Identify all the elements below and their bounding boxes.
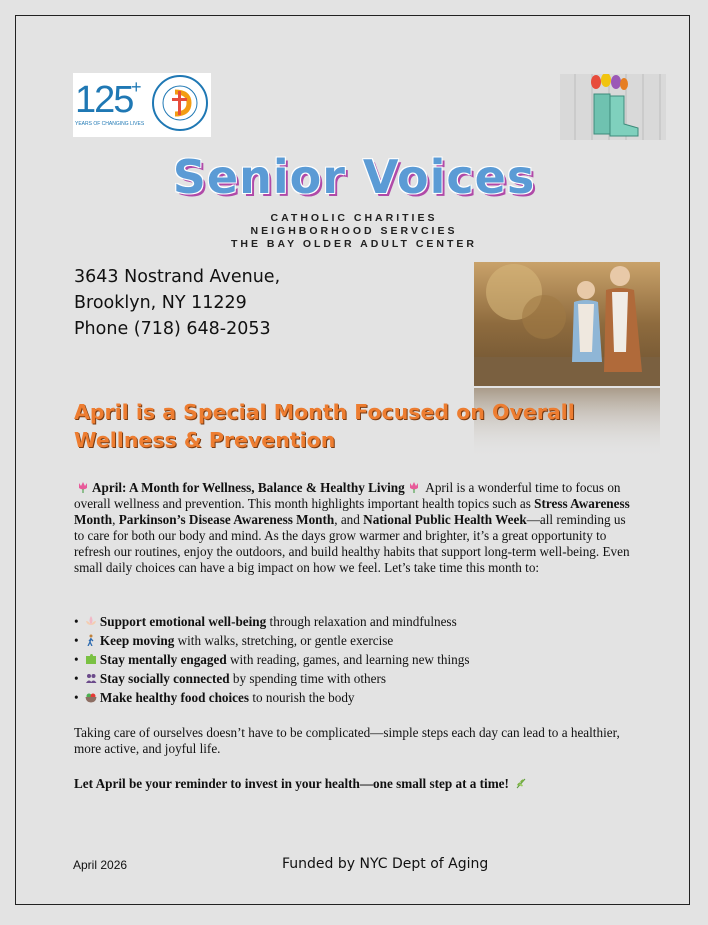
- senior-couple-photo: [474, 262, 660, 386]
- org-line-3: THE BAY OLDER ADULT CENTER: [230, 238, 477, 250]
- list-item: • Support emotional well-being through relaxation and mindfulness: [74, 614, 457, 629]
- headline: April is a Special Month Focused on Overall Wellness & Prevention: [74, 400, 575, 452]
- list-item: • Stay mentally engaged with reading, games, and learning new things: [74, 652, 470, 667]
- page-frame: [15, 15, 690, 905]
- bullet-bold: Support emotional well-being: [99, 614, 267, 629]
- intro-bold-2: Parkinson’s Disease Awareness Month: [118, 512, 335, 527]
- address-phone: Phone (718) 648-2053: [74, 319, 271, 339]
- catholic-charities-seal-icon: [151, 74, 209, 132]
- puzzle-icon: [85, 653, 97, 665]
- reminder-paragraph: [74, 776, 634, 792]
- intro-bold-1: Stress Awareness Month: [74, 496, 630, 527]
- intro-text-1: April is a wonderful time to focus on overall wellness and prevention. This month highlights important health topics such as: [74, 480, 621, 511]
- address-block: [74, 264, 280, 342]
- closing-paragraph: Taking care of ourselves doesn’t have to be complicated—simple steps each day can lead to a healthier, more active, and joyful life.: [74, 725, 620, 756]
- logo-number: 125: [75, 79, 133, 121]
- bullet-bold: Keep moving: [99, 633, 175, 648]
- intro-text-4: —all reminding us to care for both our body and mind. As the days grow warmer and brighter, it’s a great opportunity to refresh our routines, enjoy the outdoors, and build healthy habits that support long-term well-being. Even small daily choices can have a big impact on how we feel. Let’s take time this month to:: [74, 512, 630, 575]
- lotus-icon: [85, 615, 97, 627]
- list-item: • Keep moving with walks, stretching, or gentle exercise: [74, 633, 394, 648]
- address-street: 3643 Nostrand Avenue,: [74, 267, 281, 287]
- bullet-text: to nourish the body: [249, 690, 355, 705]
- list-item: • Make healthy food choices to nourish the body: [74, 690, 355, 705]
- footer-date: April 2026: [73, 858, 128, 872]
- bullet-text: with reading, games, and learning new things: [226, 652, 470, 667]
- list-item: • Stay socially connected by spending time with others: [74, 671, 386, 686]
- salad-icon: [85, 691, 97, 703]
- reminder-text: Let April be your reminder to invest in your health—one small step at a time!: [74, 776, 509, 791]
- intro-text-3: , and: [334, 512, 364, 527]
- catholic-charities-125-logo: [73, 73, 211, 137]
- intro-text-2: ,: [112, 512, 119, 527]
- herb-icon: [515, 777, 527, 789]
- newsletter-title: Senior Voices: [172, 150, 536, 204]
- tulip-icon: [408, 481, 420, 493]
- intro-bold-3: National Public Health Week: [363, 512, 527, 527]
- intro-title: April: A Month for Wellness, Balance & Healthy Living: [92, 480, 405, 495]
- bullet-bold: Stay socially connected: [99, 671, 230, 686]
- org-line-1: CATHOLIC CHARITIES: [270, 212, 438, 224]
- bullet-bold: Make healthy food choices: [99, 690, 250, 705]
- people-icon: [85, 672, 97, 684]
- rain-boots-flowers-image: [560, 74, 666, 140]
- footer-funded: Funded by NYC Dept of Aging: [282, 856, 489, 872]
- org-line-2: NEIGHBORHOOD SERVCIES: [250, 225, 458, 237]
- logo-tagline: YEARS OF CHANGING LIVES: [75, 121, 145, 127]
- bullet-text: with walks, stretching, or gentle exercise: [174, 633, 394, 648]
- address-city: Brooklyn, NY 11229: [74, 293, 247, 313]
- intro-paragraph: [74, 480, 634, 576]
- bullet-text: by spending time with others: [229, 671, 386, 686]
- tulip-icon: [77, 481, 89, 493]
- logo-plus: +: [131, 77, 142, 97]
- bullet-bold: Stay mentally engaged: [99, 652, 227, 667]
- bullet-list: [74, 614, 634, 709]
- bullet-text: through relaxation and mindfulness: [266, 614, 457, 629]
- walking-icon: [85, 634, 97, 646]
- organization-block: [0, 212, 708, 251]
